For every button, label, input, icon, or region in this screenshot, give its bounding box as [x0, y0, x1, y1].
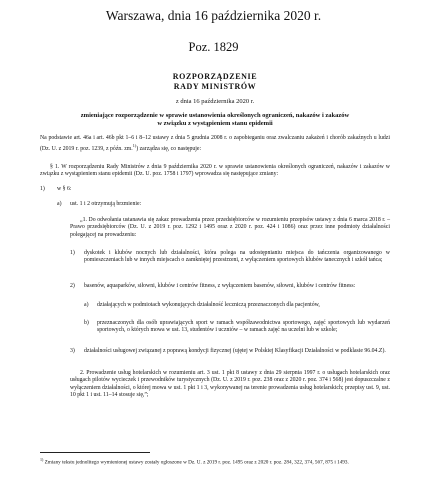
footnote-separator [40, 452, 150, 453]
subject-line1: zmieniające rozporządzenie w sprawie ustanowienia określonych ograniczeń, nakazów i zakazów [80, 112, 350, 119]
title-subject [40, 112, 390, 128]
item-2-text: basenów, aquaparków, siłowni, klubów i centrów fitness, z wyłączeniem basenów, siłowni, klubów i centrów fitness: [84, 283, 356, 289]
title-date: z dnia 16 października 2020 r. [175, 98, 255, 105]
title-line2: RADY MINISTRÓW [173, 82, 257, 91]
header-position: Poz. 1829 [188, 40, 239, 54]
legal-basis-text: Na podstawie art. 46a i art. 46b pkt 1–6 i 8–12 ustawy z dnia 5 grudnia 2008 r. o zapobieganiu oraz zwalczaniu zakażeń i chorób zakaźnych u ludzi (Dz. U. z 2019 r. poz. 1239, z późn. zm. [40, 135, 390, 153]
subject-line2: w związku z wystąpieniem stanu epidemii [157, 120, 273, 127]
footnote-label: 1) [40, 457, 44, 462]
quoted-ust-1: „1. Do odwołania ustanawia się zakaz prowadzenia przez przedsiębiorców w rozumieniu przepisów ustawy z dnia 6 marca 2018 r. – Prawo przedsiębiorców (Dz. U. z 2019 r. poz. 1292 i 1495 oraz z 2020 r. poz. 424 i 1086) oraz przez inne podmioty działalności polegającej na prowadzeniu: [70, 217, 390, 238]
item-3-text: działalności usługowej związanej z poprawą kondycji fizycznej (ujętej w Polskiej Klasyfikacji Działalności w podklasie 96.04.Z). [84, 348, 386, 354]
item-1-label: 1) [70, 250, 75, 256]
footnote-ref: 1) [132, 143, 137, 149]
item-2b-text: przeznaczonych dla osób uprawiających sport w ramach współzawodnictwa sportowego, zajęć sportowych lub wydarzeń sportowych, o których mowa w ust. 13, studentów i uczniów – w ramach zajęć na uczelni lub w szkole; [97, 320, 390, 334]
letter-a-text: ust. 1 i 2 otrzymują brzmienie: [70, 201, 142, 207]
item-2-label: 2) [70, 283, 75, 289]
item-2a-label: a) [84, 302, 89, 308]
header-city-date: Warszawa, dnia 16 października 2020 r. [105, 8, 322, 23]
section-1-paragraph: § 1. W rozporządzeniu Rady Ministrów z dnia 9 października 2020 r. w sprawie ustanowienia określonych ograniczeń, nakazów i zakazów w związku z wystąpieniem stanu epidemii (Dz. U. poz. 1758 i 1797) wprowadza się następujące zmiany: [40, 164, 390, 178]
item-3-label: 3) [70, 348, 75, 354]
legal-basis-end: ) zarządza się, co następuje: [136, 146, 202, 153]
item-2b-label: b) [84, 320, 89, 326]
quoted-ust-2: 2. Prowadzenie usług hotelarskich w rozumieniu art. 3 ust. 1 pkt 8 ustawy z dnia 29 sierpnia 1997 r. o usługach hotelarskich oraz usługach pilotów wycieczek i przewodników turystycznych (Dz. U. z 2019 r. poz. 238 oraz z 2020 r. poz. 374 i 568) jest dopuszczalne z wyłączeniem działalności, o której mowa w ust. 1 pkt 1 i 3, wykonywanej na terenie prowadzenia usług hotelarskich; przepisy ust. 9, ust. 10 pkt 1 i ust. 11–14 stosuje się,”; [70, 370, 390, 399]
point-1-text: w § 6: [57, 186, 72, 192]
point-1-label: 1) [40, 186, 45, 192]
footnote-text: Zmiany tekstu jednolitego wymienionej ustawy zostały ogłoszone w Dz. U. z 2019 r. poz. 1495 oraz z 2020 r. poz. 284, 322, 374, 567, 875 i 1493. [44, 459, 349, 466]
legal-basis-paragraph [40, 135, 390, 154]
footnote [40, 457, 390, 467]
letter-a-label: a) [57, 201, 62, 207]
item-2a-text: działających w podmiotach wykonujących działalność leczniczą przeznaczonych dla pacjentów, [97, 302, 320, 308]
item-1-text: dyskotek i klubów nocnych lub działalności, która polega na udostępnianiu miejsca do tańczenia organizowanego w pomieszczeniach lub w innych miejscach o zamkniętej przestrzeni, z wyłączeniem sportowych klubów tanecznych i szkół tańca; [84, 250, 390, 264]
title-line1: ROZPORZĄDZENIE [172, 72, 258, 81]
